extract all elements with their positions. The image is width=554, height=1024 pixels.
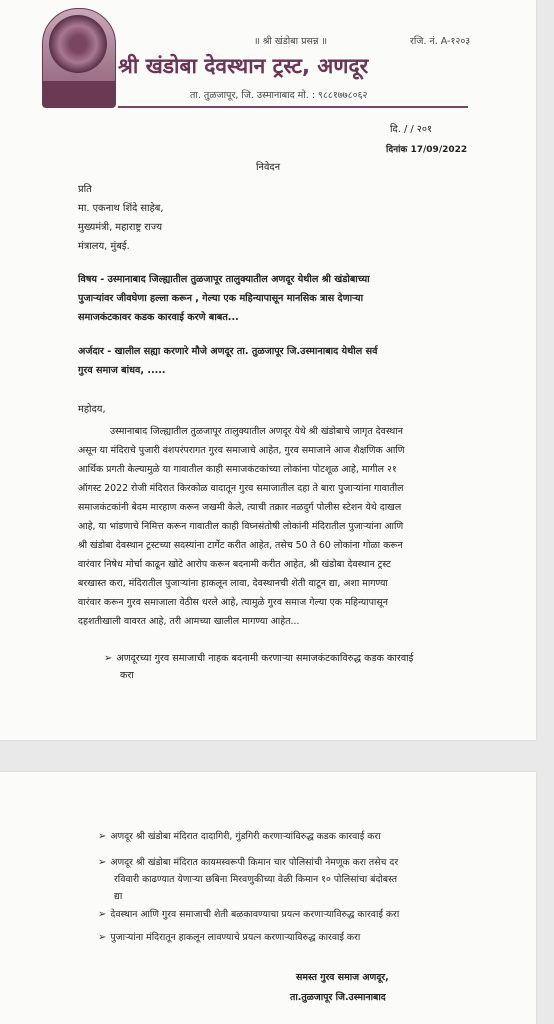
header-rule — [118, 106, 468, 108]
demand-line: ➢ पुजाऱ्यांना मंदिरातून हाकलून लावण्याचे प्रयत्न करणाऱ्याविरुद्ध कारवाई करा — [98, 932, 361, 943]
demand-line: ➢ देवस्थान आणि गुरव समाजाची शेती बळकावण्याचा प्रयत्न करणाऱ्याविरुद्ध कारवाई करा — [98, 909, 400, 920]
subject-line: पुजाऱ्यांवर जीवघेणा हल्ला करून , गेल्या एक महिन्यापासून मानसिक त्रास देणाऱ्या — [78, 293, 364, 304]
bullet-arrow-icon: ➢ — [98, 932, 107, 943]
demand-line: रविवारी काढण्यात येणाऱ्या छबिना मिरवणुकीच्या वेळी किमान १० पोलिसांचा बंदोबस्त — [114, 874, 398, 885]
bullet-arrow-icon: ➢ — [98, 857, 107, 868]
signature-line: समस्त गुरव समाज अणदूर, — [296, 972, 389, 983]
subject-line: विषय - उस्मानाबाद जिल्ह्यातील तुळजापूर तालुक्यातील अणदूर येथील श्री खंडोबाच्या — [78, 274, 370, 285]
bullet-arrow-icon: ➢ — [98, 831, 107, 842]
body-line: दहशतीखाली वावरत आहे, तरी आमच्या खालील मागण्या आहेत... — [78, 616, 300, 627]
body-line: ऑगस्ट 2022 रोजी मंदिरात किरकोळ वादातून गुरव समाजातील दहा ते बारा पुजाऱ्यांना गावातील — [78, 483, 404, 494]
body-line: उस्मानाबाद जिल्ह्यातील तुळजापूर तालुक्यातील अणदूर येथे श्री खंडोबाचे जागृत देवस्थान — [110, 426, 403, 437]
recipient-line: मंत्रालय, मुंबई. — [78, 241, 130, 252]
letter-page-2 — [0, 772, 536, 1024]
body-line: वारंवार करून गुरव समाजाला वेठीस धरले आहे, त्यामुळे गुरव समाज गेल्या एक महिन्यापासून — [78, 597, 388, 608]
demand-line: ➢ अणदूरच्या गुरव समाजाची नाहक बदनामी करणाऱ्या समाजकंटकाविरुद्ध कडक कारवाई — [104, 653, 414, 664]
demand-line: ➢ अणदूर श्री खंडोबा मंदिरात कायमस्वरूपी किमान चार पोलिसांची नेमणूक करा तसेच दर — [98, 857, 399, 868]
body-line: आर्थिक प्रगती केल्यामुळे या गावातील काही समाजकंटकांच्या लोकांना पोटशूळ आहे, मागील २१ — [78, 464, 397, 475]
body-line: वारंवार निषेध मोर्चा काढून खोटे आरोप करून बदनामी करीत आहेत, श्री खंडोबा देवस्थान ट्रस्ट — [78, 559, 391, 570]
body-line: आहे, या भांडणाचे निमित्त करून गावातील काही विघ्नसंतोषी लोकांनी मंदिरातील पुजाऱ्यांना आणि — [78, 521, 404, 532]
body-line: श्री खंडोबा देवस्थान ट्रस्टच्या सदस्यांना टार्गेट करीत आहेत, तसेच 50 ते 60 लोकांना गोळा करून — [78, 540, 403, 551]
demand-line: द्या — [114, 891, 123, 902]
subject-line: समाजकंटकावर कडक कारवाई करणे बाबत... — [78, 312, 239, 323]
body-line: समाजकंटकांनी बेदम मारहाण करून जखमी केले, त्याची तक्रार नळदुर्ग पोलीस स्टेशन येथे दाखल — [78, 502, 402, 513]
body-line: असून या मंदिराचे पुजारी वंशपरंपरागत गुरव समाजाचे आहेत, गुरव समाजाने आज शैक्षणिक आणि — [78, 445, 405, 456]
registration-number: रजि. नं. A-१२०३ — [410, 36, 471, 47]
body-line: बरखास्त करा, मंदिरातील पुजाऱ्यांना हाकलून लावा, देवस्थानची शेती वाटून द्या, अशा मागण्या — [78, 578, 388, 589]
invocation-text: ॥ श्री खंडोबा प्रसन्न ॥ — [254, 36, 328, 47]
salutation: महोदय, — [78, 404, 106, 415]
deity-emblem — [42, 8, 116, 108]
demand-line-cont: करा — [120, 670, 134, 681]
trust-name: श्री खंडोबा देवस्थान ट्रस्ट, अणदूर — [118, 54, 369, 78]
signature-line: ता.तुळजापूर जि.उस्मानाबाद — [290, 992, 386, 1003]
trust-address: ता. तुळजापूर, जि. उस्मानाबाद मो. : ९८८१७७८०६२ — [190, 90, 368, 101]
applicant-line: गुरव समाज बांधव, ..... — [78, 365, 166, 376]
applicant-line: अर्जदार - खालील सह्या करणारे मौजे अणदूर ता. तुळजापूर जि.उस्मानाबाद येथील सर्व — [78, 346, 378, 357]
demand-line: ➢ अणदूर श्री खंडोबा मंदिरात दादागिरी, गुंडगिरी करणाऱ्यांविरुद्ध कडक कारवाई करा — [98, 831, 381, 842]
printed-date-line: दि. / / २०१ — [390, 124, 433, 135]
bullet-arrow-icon: ➢ — [104, 653, 113, 664]
bullet-arrow-icon: ➢ — [98, 909, 107, 920]
letter-date: दिनांक 17/09/2022 — [386, 145, 468, 155]
recipient-line: प्रति — [78, 184, 92, 195]
letter-heading: निवेदन — [256, 162, 281, 173]
recipient-line: मुख्यमंत्री, महाराष्ट्र राज्य — [78, 222, 163, 233]
recipient-line: मा. एकनाथ शिंदे साहेब, — [78, 203, 164, 214]
